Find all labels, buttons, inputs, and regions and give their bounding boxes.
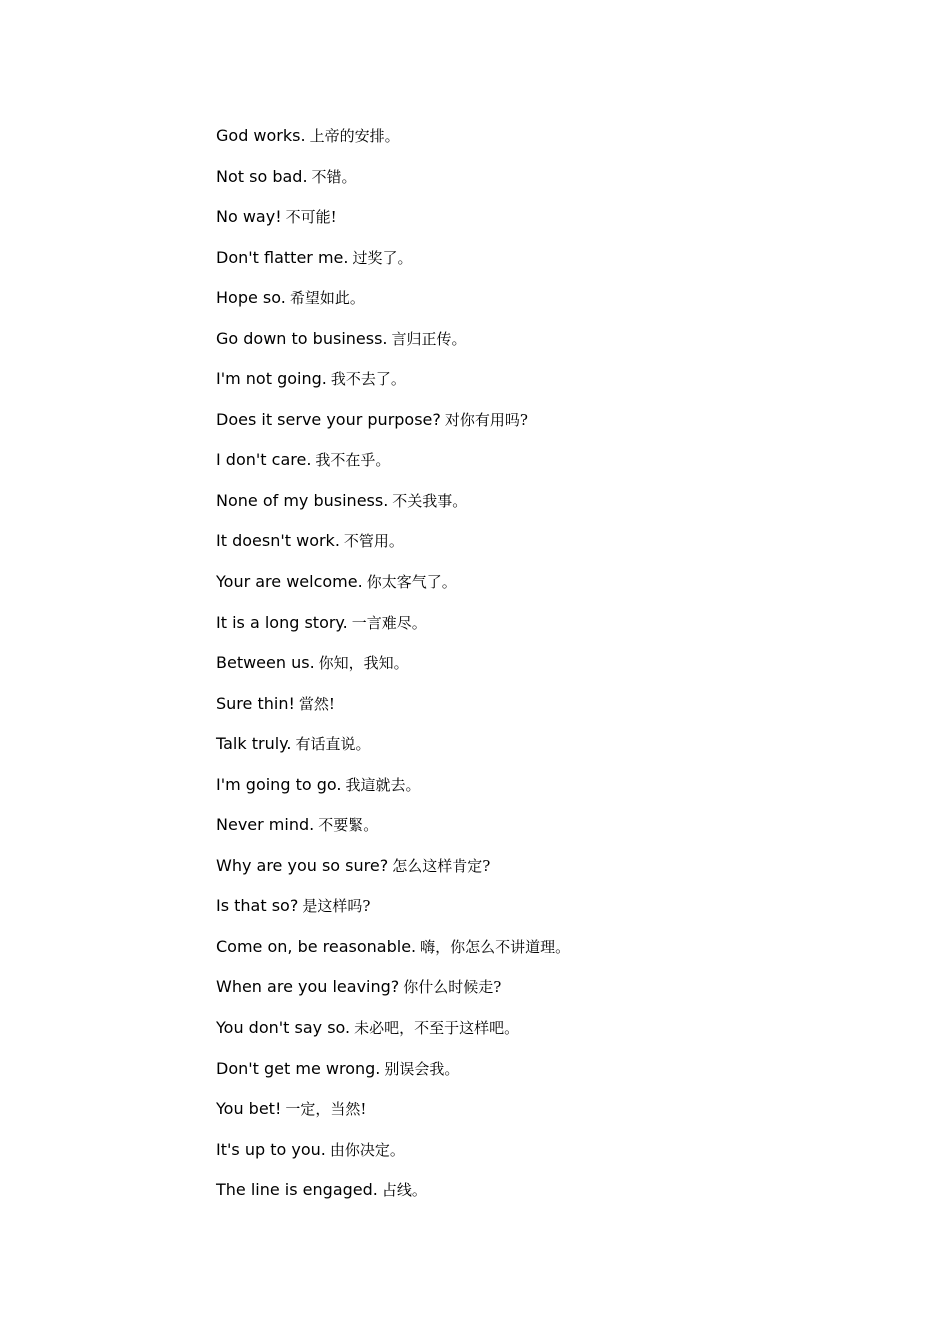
english-phrase: Go down to business. bbox=[216, 328, 388, 348]
phrase-line bbox=[216, 1178, 570, 1219]
english-phrase: God works. bbox=[216, 126, 306, 145]
phrase-line bbox=[216, 611, 570, 652]
chinese-translation: 由你决定。 bbox=[329, 1140, 405, 1159]
phrase-line bbox=[216, 205, 570, 246]
chinese-translation: 我這就去。 bbox=[345, 775, 421, 794]
phrase-line bbox=[216, 692, 570, 733]
english-phrase: You don't say so. bbox=[216, 1018, 351, 1038]
chinese-translation: 不关我事。 bbox=[392, 491, 468, 510]
phrase-line bbox=[216, 529, 570, 570]
chinese-translation: 你知，我知。 bbox=[318, 654, 409, 673]
chinese-translation: 过奖了。 bbox=[352, 248, 413, 267]
chinese-translation: 占线。 bbox=[381, 1181, 427, 1200]
chinese-translation: 希望如此。 bbox=[289, 289, 365, 308]
english-phrase: It's up to you. bbox=[216, 1139, 326, 1159]
english-phrase: Is that so? bbox=[216, 896, 299, 916]
chinese-translation: 是这样吗? bbox=[302, 897, 371, 916]
phrase-line bbox=[216, 1057, 570, 1098]
phrase-line bbox=[216, 773, 570, 814]
phrase-line bbox=[216, 367, 570, 408]
chinese-translation: 當然! bbox=[298, 694, 335, 713]
phrase-line bbox=[216, 975, 570, 1016]
english-phrase: I'm not going. bbox=[216, 369, 327, 389]
phrase-line bbox=[216, 935, 570, 976]
phrase-line bbox=[216, 732, 570, 773]
english-phrase: Never mind. bbox=[216, 815, 315, 835]
english-phrase: Talk truly. bbox=[216, 734, 292, 754]
chinese-translation: 你太客气了。 bbox=[366, 573, 457, 592]
english-phrase: Sure thin! bbox=[216, 693, 295, 713]
phrase-line bbox=[216, 124, 570, 165]
chinese-translation: 你什么时候走? bbox=[403, 978, 502, 997]
english-phrase: I don't care. bbox=[216, 450, 312, 470]
phrase-line bbox=[216, 894, 570, 935]
phrase-line bbox=[216, 408, 570, 449]
phrase-line bbox=[216, 165, 570, 206]
phrase-line bbox=[216, 327, 570, 368]
chinese-translation: 不管用。 bbox=[343, 532, 404, 551]
english-phrase: No way! bbox=[216, 207, 282, 227]
phrase-line bbox=[216, 448, 570, 489]
phrase-line bbox=[216, 570, 570, 611]
chinese-translation: 不要緊。 bbox=[318, 816, 379, 835]
phrase-line bbox=[216, 1016, 570, 1057]
english-phrase: Between us. bbox=[216, 653, 315, 673]
chinese-translation: 对你有用吗? bbox=[444, 410, 528, 429]
english-phrase: None of my business. bbox=[216, 490, 389, 510]
english-phrase: Does it serve your purpose? bbox=[216, 409, 441, 429]
chinese-translation: 一定，当然! bbox=[285, 1100, 367, 1119]
english-phrase: It doesn't work. bbox=[216, 531, 340, 551]
chinese-translation: 上帝的安排。 bbox=[309, 127, 400, 145]
phrase-line bbox=[216, 246, 570, 287]
english-phrase: Your are welcome. bbox=[216, 572, 363, 592]
english-phrase: I'm going to go. bbox=[216, 774, 342, 794]
phrase-line bbox=[216, 286, 570, 327]
phrase-line bbox=[216, 1138, 570, 1179]
chinese-translation: 一言难尽。 bbox=[351, 613, 427, 632]
chinese-translation: 不错。 bbox=[311, 167, 357, 186]
english-phrase: The line is engaged. bbox=[216, 1180, 378, 1200]
chinese-translation: 言归正传。 bbox=[391, 329, 467, 348]
phrase-line bbox=[216, 489, 570, 530]
english-phrase: Not so bad. bbox=[216, 166, 308, 186]
chinese-translation: 怎么这样肯定? bbox=[392, 856, 491, 875]
chinese-translation: 嗨，你怎么不讲道理。 bbox=[420, 937, 571, 956]
chinese-translation: 未必吧，不至于这样吧。 bbox=[354, 1019, 520, 1038]
phrase-line bbox=[216, 1097, 570, 1138]
chinese-translation: 我不在乎。 bbox=[315, 451, 391, 470]
english-phrase: When are you leaving? bbox=[216, 977, 400, 997]
english-phrase: Don't get me wrong. bbox=[216, 1058, 381, 1078]
english-phrase: Come on, be reasonable. bbox=[216, 936, 417, 956]
chinese-translation: 我不去了。 bbox=[330, 370, 406, 389]
english-phrase: Hope so. bbox=[216, 288, 286, 308]
phrase-line bbox=[216, 651, 570, 692]
phrase-list bbox=[216, 124, 570, 1219]
english-phrase: It is a long story. bbox=[216, 612, 348, 632]
chinese-translation: 别误会我。 bbox=[384, 1059, 460, 1078]
phrase-line bbox=[216, 813, 570, 854]
chinese-translation: 不可能! bbox=[285, 208, 337, 227]
phrase-line bbox=[216, 854, 570, 895]
english-phrase: Don't flatter me. bbox=[216, 247, 349, 267]
english-phrase: Why are you so sure? bbox=[216, 855, 389, 875]
english-phrase: You bet! bbox=[216, 1099, 282, 1119]
chinese-translation: 有话直说。 bbox=[295, 735, 371, 754]
